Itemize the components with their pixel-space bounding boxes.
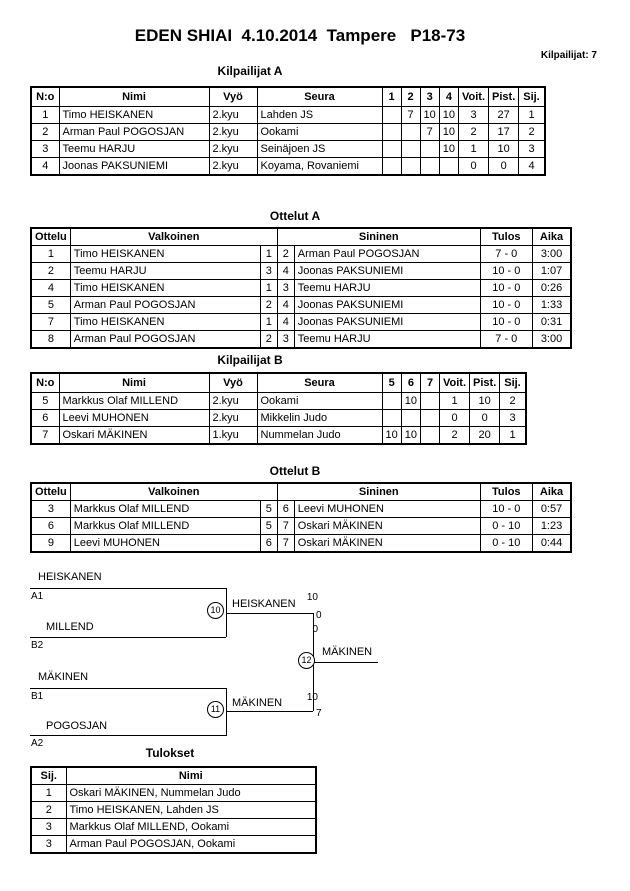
table-cell: 10 - 0: [480, 263, 532, 280]
column-header: 1: [382, 87, 401, 107]
table-cell: Ookami: [257, 124, 382, 141]
table-cell: 2: [260, 331, 277, 349]
table-cell: Arman Paul POGOSJAN: [70, 297, 260, 314]
table-cell: 2.kyu: [209, 107, 257, 124]
column-header: Pist.: [489, 87, 519, 107]
table-cell: 1: [260, 314, 277, 331]
table-cell: 2: [31, 802, 66, 819]
table-cell: 1: [500, 427, 526, 445]
table-cell: 10: [489, 141, 519, 158]
table-cell: [401, 141, 420, 158]
column-header: Tulos: [480, 228, 532, 246]
table-cell: 1: [459, 141, 489, 158]
table-cell: 0: [440, 410, 470, 427]
table-cell: 20: [470, 427, 500, 445]
table-cell: 2.kyu: [209, 158, 257, 176]
table-cell: [382, 141, 401, 158]
table-cell: Oskari MÄKINEN: [59, 427, 209, 445]
bracket-slot-b2-tag: B2: [31, 640, 44, 651]
bracket-score-a1: 10: [306, 592, 318, 603]
table-cell: 7: [277, 518, 294, 535]
table-cell: 1: [519, 107, 545, 124]
table-cell: 0:26: [532, 280, 571, 297]
table-cell: 6: [277, 501, 294, 518]
table-cell: 10: [401, 393, 420, 410]
table-row: [31, 427, 526, 445]
table-cell: 10: [382, 427, 401, 445]
table-cell: 3: [519, 141, 545, 158]
table-cell: Leevi MUHONEN: [70, 535, 260, 553]
bracket-line-b1: [30, 688, 226, 689]
table-cell: Markkus Olaf MILLEND, Ookami: [66, 819, 316, 836]
table-cell: Markkus Olaf MILLEND: [59, 393, 209, 410]
column-header: 7: [421, 373, 440, 393]
table-cell: 1:33: [532, 297, 571, 314]
table-cell: Timo HEISKANEN, Lahden JS: [66, 802, 316, 819]
table-cell: 1:23: [532, 518, 571, 535]
table-row: [31, 141, 545, 158]
column-header: 3: [420, 87, 439, 107]
table-cell: 5: [260, 501, 277, 518]
table-cell: Timo HEISKANEN: [70, 246, 260, 263]
table-cell: 8: [31, 331, 70, 349]
page-title: EDEN SHIAI 4.10.2014 Tampere P18-73: [134, 26, 466, 45]
table-row: [31, 107, 545, 124]
column-header: 5: [382, 373, 401, 393]
table-cell: Arman Paul POGOSJAN, Ookami: [66, 836, 316, 854]
table-cell: 2: [31, 124, 59, 141]
column-header: Nimi: [66, 767, 316, 785]
table-cell: 4: [277, 314, 294, 331]
table-cell: [382, 410, 401, 427]
table-cell: Arman Paul POGOSJAN: [294, 246, 480, 263]
table-cell: 3: [31, 501, 70, 518]
table-cell: Oskari MÄKINEN: [294, 518, 480, 535]
table-cell: 17: [489, 124, 519, 141]
bracket-semifinal-1-winner: HEISKANEN: [232, 598, 296, 610]
table-header-row: [31, 373, 526, 393]
table-cell: 2: [459, 124, 489, 141]
final-bracket: [0, 560, 630, 755]
section-heading-pool-a: Kilpailijat A: [217, 64, 283, 78]
table-cell: Lahden JS: [257, 107, 382, 124]
table-cell: 6: [31, 518, 70, 535]
matches-b-table: [30, 482, 572, 553]
table-cell: 2: [440, 427, 470, 445]
table-cell: 6: [31, 410, 59, 427]
table-cell: 2: [31, 263, 70, 280]
table-row: [31, 331, 571, 349]
bracket-winner-line-2: [226, 711, 313, 712]
column-header: 6: [401, 373, 420, 393]
table-cell: Teemu HARJU: [59, 141, 209, 158]
column-header: Seura: [257, 373, 382, 393]
table-row: [31, 836, 316, 854]
table-cell: Markkus Olaf MILLEND: [70, 518, 260, 535]
table-cell: 2.kyu: [209, 393, 257, 410]
table-cell: [421, 410, 440, 427]
column-header: Nimi: [59, 373, 209, 393]
table-cell: 4: [277, 263, 294, 280]
table-cell: 1: [31, 107, 59, 124]
table-cell: [421, 393, 440, 410]
table-cell: 3: [260, 263, 277, 280]
table-cell: 1: [260, 280, 277, 297]
table-cell: 0:31: [532, 314, 571, 331]
matches-a-table: [30, 227, 572, 349]
table-cell: 1: [440, 393, 470, 410]
column-header: Valkoinen: [70, 483, 277, 501]
table-cell: Leevi MUHONEN: [59, 410, 209, 427]
bracket-line-a2: [30, 735, 226, 736]
table-cell: 10 - 0: [480, 314, 532, 331]
bracket-line-a1: [30, 588, 226, 589]
table-cell: 3: [500, 410, 526, 427]
table-header-row: [31, 228, 571, 246]
pool-a-table: [30, 86, 546, 176]
table-cell: [420, 141, 439, 158]
table-cell: 1:07: [532, 263, 571, 280]
table-cell: Mikkelin Judo: [257, 410, 382, 427]
bracket-slot-a1-tag: A1: [31, 591, 44, 602]
table-cell: 10: [420, 107, 439, 124]
table-cell: 9: [31, 535, 70, 553]
table-cell: Leevi MUHONEN: [294, 501, 480, 518]
table-cell: Joonas PAKSUNIEMI: [294, 263, 480, 280]
column-header: Tulos: [480, 483, 532, 501]
bracket-final-winner-line: [313, 662, 378, 663]
table-cell: 1: [260, 246, 277, 263]
table-row: [31, 393, 526, 410]
table-cell: [382, 393, 401, 410]
table-cell: 2.kyu: [209, 410, 257, 427]
bracket-line-b2: [30, 637, 226, 638]
column-header: Sininen: [277, 228, 480, 246]
table-row: [31, 263, 571, 280]
column-header: Sij.: [500, 373, 526, 393]
column-header: 2: [401, 87, 420, 107]
table-cell: 10: [470, 393, 500, 410]
table-cell: 3: [459, 107, 489, 124]
table-cell: 4: [277, 297, 294, 314]
table-cell: 3: [277, 280, 294, 297]
table-cell: 0 - 10: [480, 518, 532, 535]
table-cell: 2: [260, 297, 277, 314]
table-cell: Ookami: [257, 393, 382, 410]
table-cell: [421, 427, 440, 445]
table-cell: [420, 158, 439, 176]
column-header: Nimi: [59, 87, 209, 107]
column-header: Sij.: [31, 767, 66, 785]
column-header: Ottelu: [31, 483, 70, 501]
table-cell: Timo HEISKANEN: [70, 314, 260, 331]
column-header: Vyö: [209, 373, 257, 393]
table-cell: Joonas PAKSUNIEMI: [294, 314, 480, 331]
table-cell: 7: [277, 535, 294, 553]
table-cell: 6: [260, 535, 277, 553]
table-cell: 1: [31, 785, 66, 802]
table-cell: 1.kyu: [209, 427, 257, 445]
bracket-slot-a2-tag: A2: [31, 738, 44, 749]
table-row: [31, 124, 545, 141]
table-cell: [439, 158, 458, 176]
table-cell: Arman Paul POGOSJAN: [59, 124, 209, 141]
table-row: [31, 297, 571, 314]
column-header: Aika: [532, 228, 571, 246]
column-header: Pist.: [470, 373, 500, 393]
table-cell: 0 - 10: [480, 535, 532, 553]
table-cell: 7 - 0: [480, 331, 532, 349]
section-heading-matches-a: Ottelut A: [269, 209, 321, 223]
table-cell: [401, 158, 420, 176]
table-cell: 2: [519, 124, 545, 141]
column-header: N:o: [31, 87, 59, 107]
table-row: [31, 802, 316, 819]
table-row: [31, 314, 571, 331]
bracket-final-score-heiskanen: 0: [316, 610, 322, 621]
table-header-row: [31, 767, 316, 785]
table-cell: 4: [519, 158, 545, 176]
table-cell: Teemu HARJU: [294, 331, 480, 349]
table-cell: 4: [31, 280, 70, 297]
table-cell: 10: [401, 427, 420, 445]
table-cell: Koyama, Rovaniemi: [257, 158, 382, 176]
table-cell: Oskari MÄKINEN, Nummelan Judo: [66, 785, 316, 802]
table-cell: Markkus Olaf MILLEND: [70, 501, 260, 518]
table-cell: 0: [470, 410, 500, 427]
section-heading-pool-b: Kilpailijat B: [217, 353, 283, 367]
column-header: Voit.: [459, 87, 489, 107]
table-cell: 10 - 0: [480, 297, 532, 314]
table-cell: 5: [260, 518, 277, 535]
table-row: [31, 158, 545, 176]
table-cell: Joonas PAKSUNIEMI: [294, 297, 480, 314]
table-cell: Teemu HARJU: [294, 280, 480, 297]
table-cell: Oskari MÄKINEN: [294, 535, 480, 553]
table-cell: Timo HEISKANEN: [59, 107, 209, 124]
bracket-final-winner: MÄKINEN: [322, 646, 373, 658]
table-cell: 7 - 0: [480, 246, 532, 263]
table-row: [31, 501, 571, 518]
table-cell: 3:00: [532, 246, 571, 263]
bracket-slot-b1-name: MÄKINEN: [38, 671, 89, 683]
bracket-semifinal-2-winner: MÄKINEN: [232, 697, 283, 709]
table-row: [31, 785, 316, 802]
column-header: Aika: [532, 483, 571, 501]
bracket-connector-semifinal-2: [226, 688, 227, 736]
table-header-row: [31, 87, 545, 107]
pool-b-table: [30, 372, 527, 445]
bracket-slot-a2-name: POGOSJAN: [46, 720, 108, 732]
bracket-match-10-number: 10: [207, 602, 224, 619]
table-cell: 0: [459, 158, 489, 176]
table-cell: [382, 107, 401, 124]
table-cell: 3: [31, 141, 59, 158]
bracket-match-12-number: 12: [298, 652, 315, 669]
table-cell: Joonas PAKSUNIEMI: [59, 158, 209, 176]
column-header: N:o: [31, 373, 59, 393]
column-header: Vyö: [209, 87, 257, 107]
table-cell: 3: [31, 836, 66, 854]
section-heading-results: Tulokset: [145, 746, 195, 760]
table-cell: 5: [31, 297, 70, 314]
table-cell: 27: [489, 107, 519, 124]
results-table: [30, 766, 317, 854]
table-row: [31, 410, 526, 427]
table-row: [31, 518, 571, 535]
table-cell: 4: [31, 158, 59, 176]
table-cell: 7: [420, 124, 439, 141]
bracket-score-b2: 0: [312, 624, 318, 635]
bracket-slot-b2-name: MILLEND: [46, 621, 94, 633]
table-cell: 7: [401, 107, 420, 124]
column-header: Sininen: [277, 483, 480, 501]
bracket-final-score-makinen: 7: [316, 708, 322, 719]
column-header: Voit.: [440, 373, 470, 393]
table-cell: 2.kyu: [209, 141, 257, 158]
table-header-row: [31, 483, 571, 501]
table-cell: 10: [439, 107, 458, 124]
column-header: Seura: [257, 87, 382, 107]
table-cell: 1: [31, 246, 70, 263]
table-row: [31, 280, 571, 297]
table-cell: 3:00: [532, 331, 571, 349]
table-cell: 10: [439, 124, 458, 141]
table-row: [31, 246, 571, 263]
table-cell: 3: [277, 331, 294, 349]
table-cell: 10 - 0: [480, 280, 532, 297]
column-header: Sij.: [519, 87, 545, 107]
column-header: 4: [439, 87, 458, 107]
table-cell: 0:44: [532, 535, 571, 553]
table-cell: Teemu HARJU: [70, 263, 260, 280]
bracket-match-11-number: 11: [207, 701, 224, 718]
table-cell: 0: [489, 158, 519, 176]
table-cell: Nummelan Judo: [257, 427, 382, 445]
table-cell: [382, 158, 401, 176]
table-cell: Seinäjoen JS: [257, 141, 382, 158]
competitors-count-label: Kilpailijat: 7: [540, 50, 597, 61]
table-cell: 3: [31, 819, 66, 836]
table-row: [31, 535, 571, 553]
table-cell: Arman Paul POGOSJAN: [70, 331, 260, 349]
table-row: [31, 819, 316, 836]
table-cell: 2: [277, 246, 294, 263]
table-cell: 2.kyu: [209, 124, 257, 141]
table-cell: [401, 410, 420, 427]
table-cell: [401, 124, 420, 141]
table-cell: 5: [31, 393, 59, 410]
table-cell: 2: [500, 393, 526, 410]
table-cell: [382, 124, 401, 141]
column-header: Valkoinen: [70, 228, 277, 246]
section-heading-matches-b: Ottelut B: [269, 464, 321, 478]
table-cell: 0:57: [532, 501, 571, 518]
table-cell: 10 - 0: [480, 501, 532, 518]
bracket-slot-a1-name: HEISKANEN: [38, 571, 102, 583]
table-cell: 7: [31, 427, 59, 445]
table-cell: 7: [31, 314, 70, 331]
bracket-slot-b1-tag: B1: [31, 691, 44, 702]
bracket-winner-line-1: [226, 613, 313, 614]
table-cell: Timo HEISKANEN: [70, 280, 260, 297]
column-header: Ottelu: [31, 228, 70, 246]
bracket-score-b1: 10: [306, 692, 318, 703]
table-cell: 10: [439, 141, 458, 158]
